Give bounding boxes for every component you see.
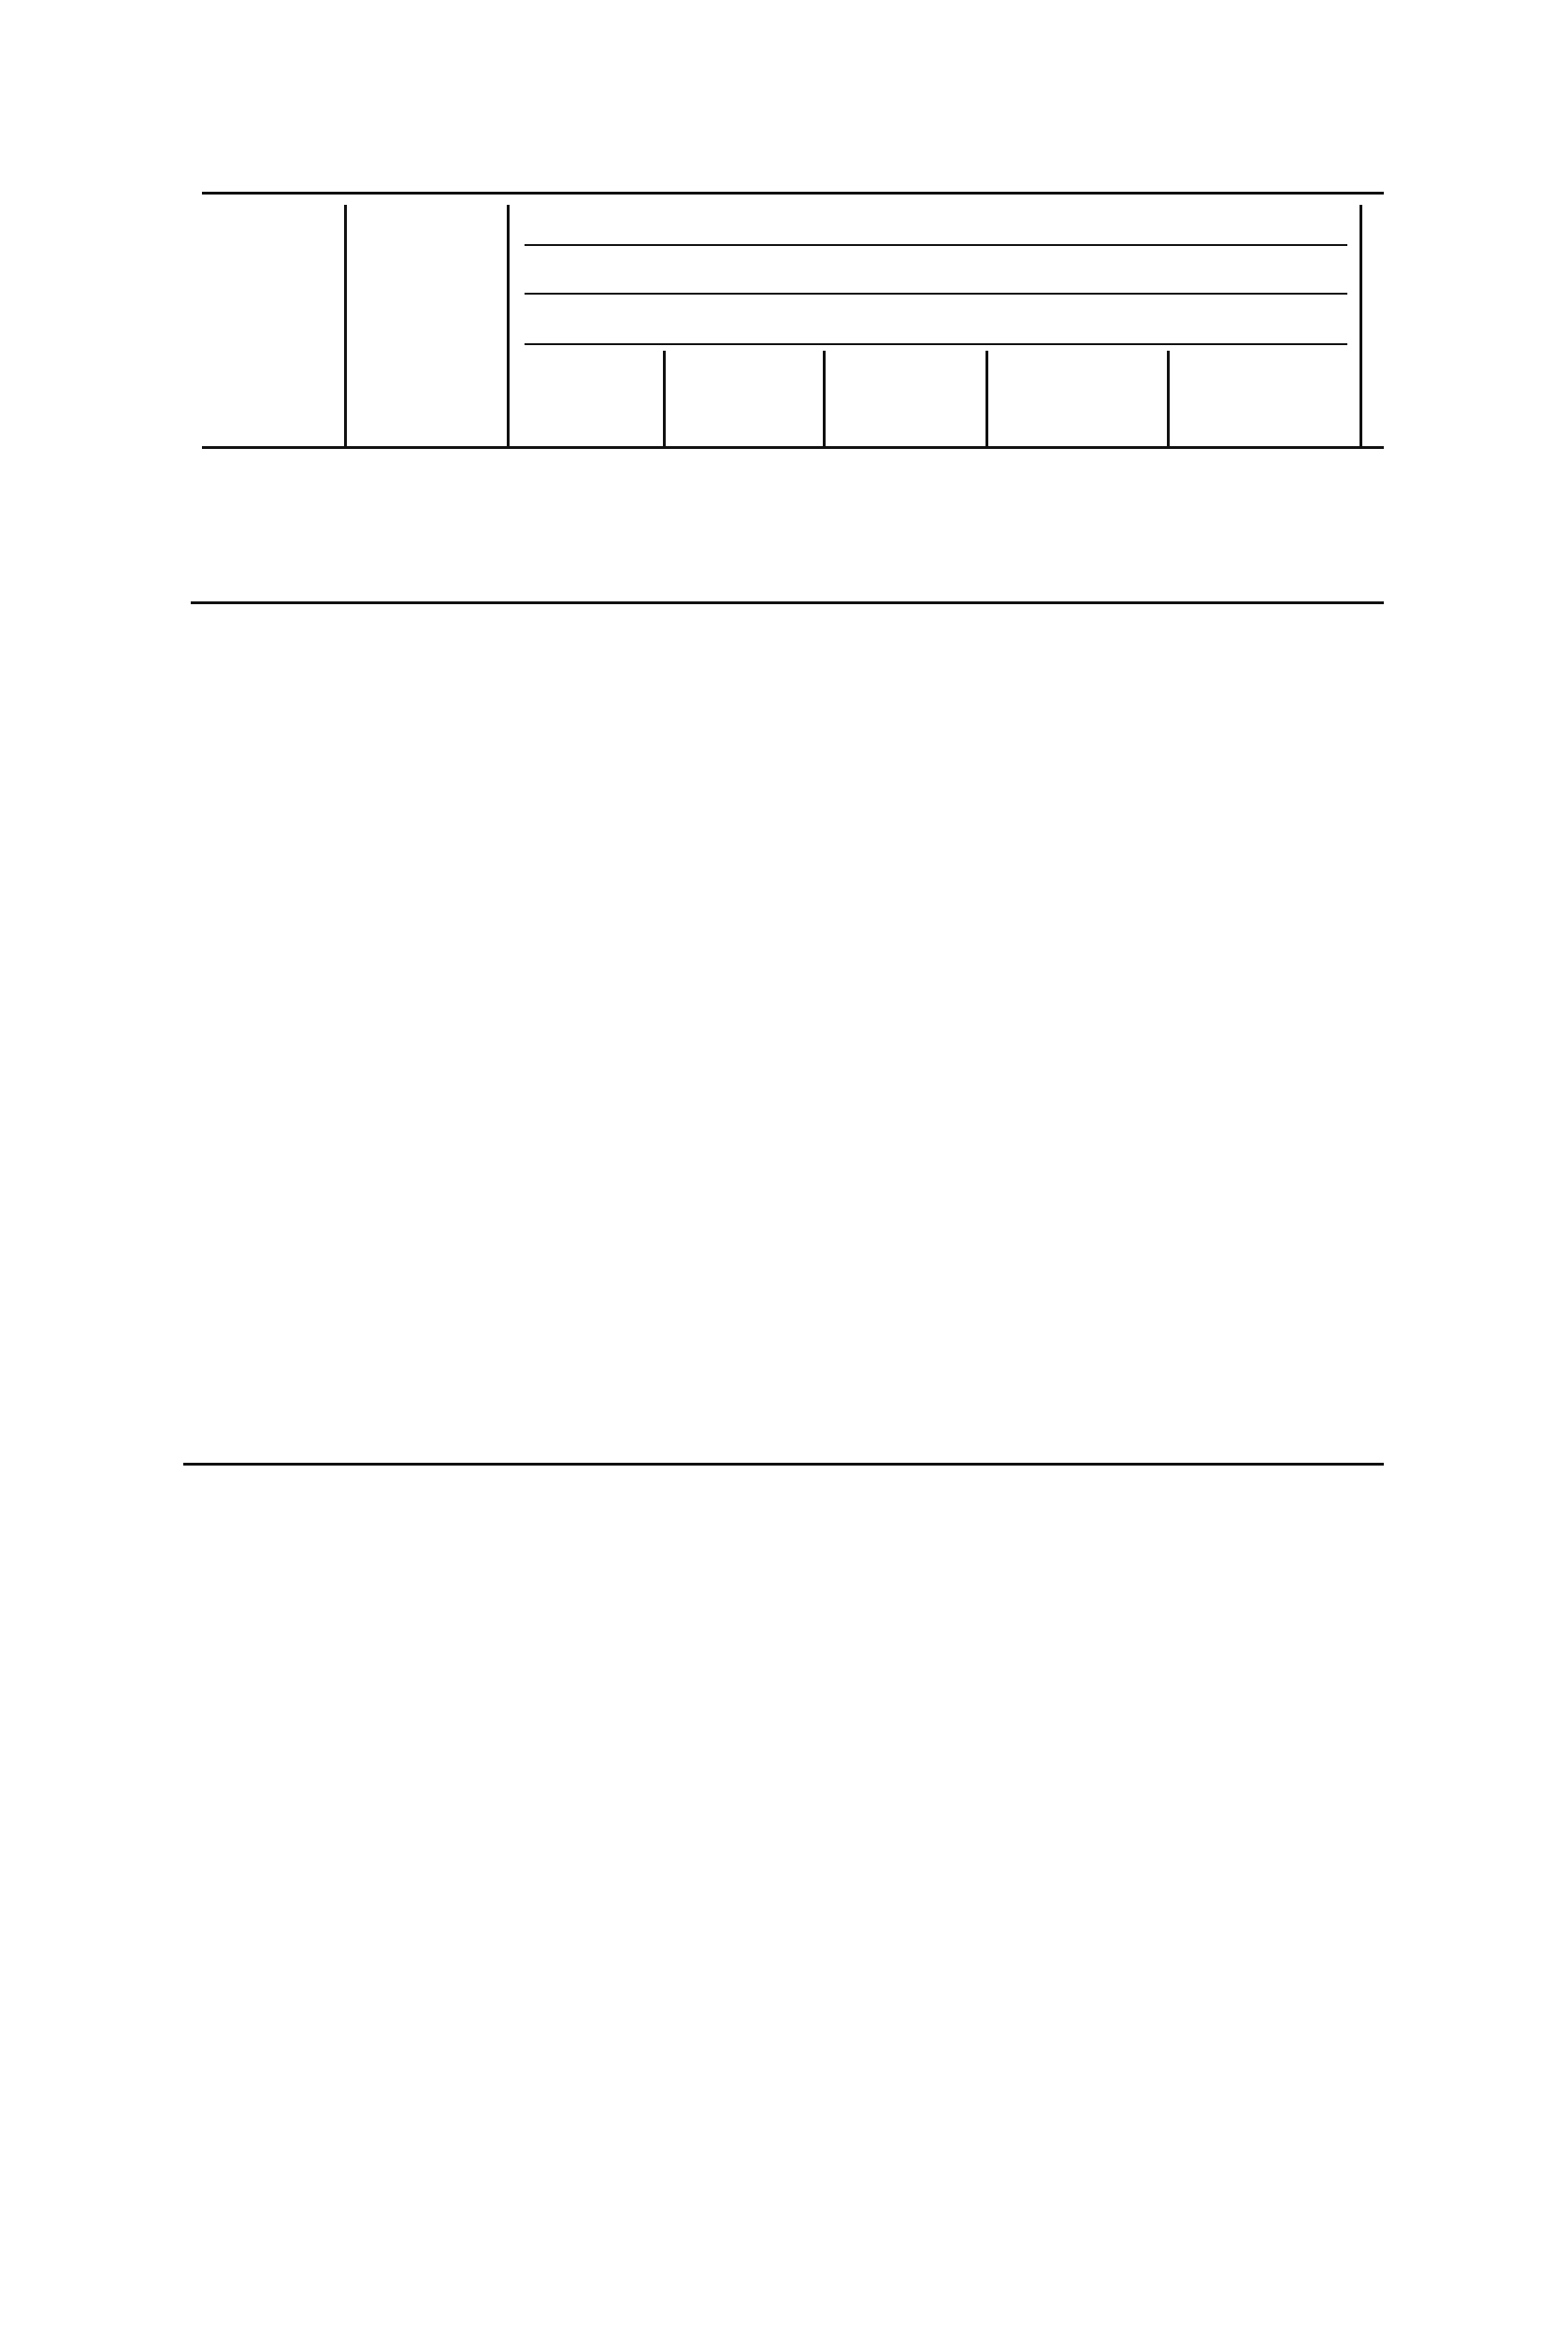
section-2-column-letters <box>183 2116 1389 2153</box>
section-2-table <box>183 1480 1389 2104</box>
weight-divider-4 <box>1167 351 1170 446</box>
section-2-top-rule <box>183 1463 1384 1466</box>
weight-divider-1 <box>663 351 666 446</box>
header-top-rule <box>202 192 1384 195</box>
col-capacity-header <box>379 221 474 455</box>
col-category-header <box>239 229 305 444</box>
dumpcar-value-rule <box>525 293 1347 295</box>
loco-weight-rule <box>525 343 1347 345</box>
weight-divider-3 <box>985 351 988 446</box>
section-1-table <box>183 617 1389 1235</box>
dumpcar-rule <box>525 244 1347 246</box>
header-divider-2 <box>507 205 510 446</box>
weight-divider-2 <box>823 351 826 446</box>
table-header <box>202 192 1384 450</box>
section-1-top-rule <box>191 601 1384 604</box>
header-divider-1 <box>344 205 347 446</box>
section-1-column-letters <box>183 1251 1389 1289</box>
col-number-header <box>1341 349 1382 442</box>
